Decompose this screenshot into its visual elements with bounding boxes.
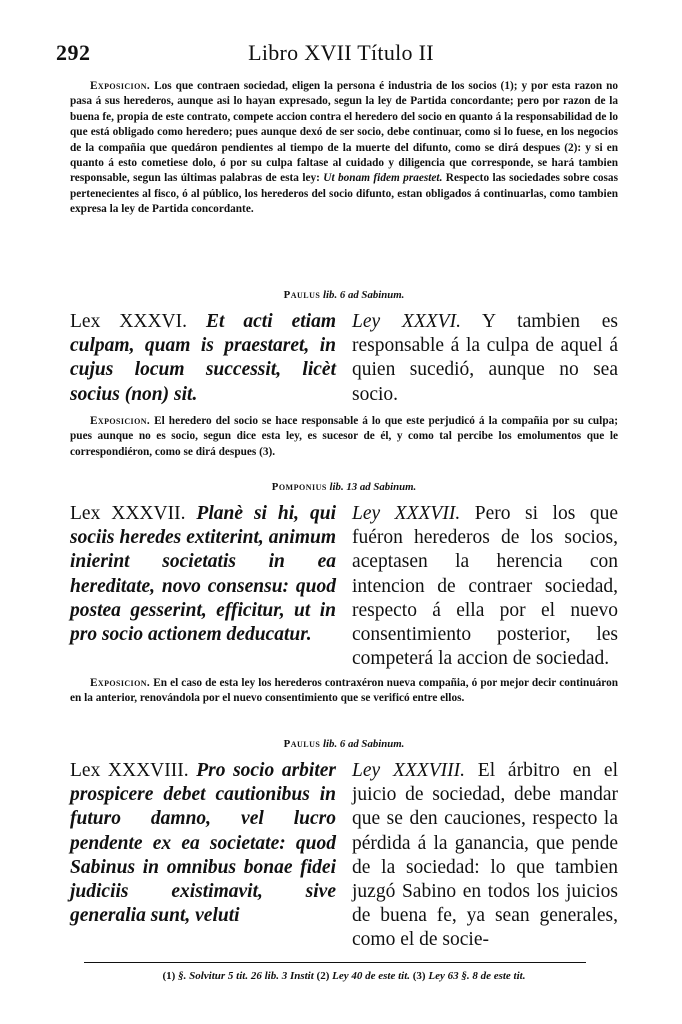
spanish-text: El árbitro en el juicio de sociedad, debe mandar que se den cauciones, respecto la pérdida á la ganancia, que pende de la sociedad: lo que tambien juzgó Sabino en todos los juicios de buena fe, ya sean generales, como el de socie- xyxy=(352,760,618,951)
exposicion-text: Los que contraen sociedad, eligen la persona é industria de los socios (1); y por esta razon no pasa á sus herederos, aunque asi lo hayan expresado, segun la ley de Partida concordante; pero por razon de la buena fe, propia de este contrato, compete accion contra el heredero del socio en quanto á la responsabilidad de lo que está obligado como heredero; pues aunque dexó de ser socio, debe continuar, como si lo fuese, en los negocios de la compañia que quedáron pendientes al tiempo de la muerte del difunto, como se dirá despues (2): y si en quanto á esto cometiese dolo, ó por su culpa faltase al cuidado y diligencia que corresponde, se hará tambien responsable, segun las últimas palabras de esta ley: xyxy=(70,80,618,185)
latin-text: Et acti etiam culpam, quam is praestaret, in cujus locum successit, licèt socius (non) sit. xyxy=(70,311,337,405)
lex-label: Lex XXXVIII. xyxy=(70,760,189,781)
footnote-marker: (1) xyxy=(162,970,176,982)
latin-text: Planè si hi, qui sociis heredes extiterint, animum inierint societatis in ea hereditate, novo consensu: quod postea gesserint, efficitur, ut in pro socio actionem deducatur. xyxy=(70,503,336,646)
footnote-text: Ley 63 §. 8 de este tit. xyxy=(428,970,526,982)
source-citation-3 xyxy=(70,738,618,750)
footnote-marker: (3) xyxy=(412,970,426,982)
footnote-text: Ley 40 de este tit. xyxy=(332,970,411,982)
exposicion-text: El heredero del socio se hace responsable á lo que este perjudicó á la compañia por su culpa; pues aunque no es socio, segun dice esta ley, es sucesor de él, y como tal percibe los emolumentos que le correspondiéron, como se dirá despues (3). xyxy=(70,415,619,458)
lex-37-spanish xyxy=(352,502,618,671)
lex-37-latin xyxy=(70,502,336,647)
lex-38-latin xyxy=(70,759,336,928)
footnotes xyxy=(70,970,618,982)
lex-label: Lex XXXVII. xyxy=(70,503,186,524)
spanish-text: Pero si los que fuéron herederos de los socios, aceptasen la herencia con intencion de contraer sociedad, respecto á ella por el nuevo consentimiento posterior, les competerá la accion de sociedad. xyxy=(352,503,618,670)
exposicion-text: Respecto las sociedades sobre cosas pertenecientes al fisco, ó al público, los herederos del socio difunto, estan obligados á continuarlas, como tambien expresa la ley de Partida concordante. xyxy=(70,172,618,216)
lex-38-spanish xyxy=(352,759,618,953)
lex-36-latin xyxy=(70,310,336,407)
exposicion-paragraph-3 xyxy=(70,676,618,707)
exposicion-text: En el caso de esta ley los herederos contraxéron nueva compañia, ó por mejor decir continuáron en la anterior, renovándola por el nuevo consentimiento que se verificó entre ellos. xyxy=(70,677,618,705)
page-header xyxy=(56,40,626,70)
source-ref: lib. 13 ad Sabinum. xyxy=(329,481,417,493)
lex-label: Lex XXXVI. xyxy=(70,311,187,332)
source-ref: lib. 6 ad Sabinum. xyxy=(323,738,405,750)
source-citation-2 xyxy=(70,481,618,493)
ley-label: Ley XXXVI. xyxy=(352,311,461,332)
source-author: Pomponius xyxy=(271,481,327,493)
exposicion-label: Exposicion. xyxy=(90,415,151,427)
ley-label: Ley XXXVII. xyxy=(352,503,461,524)
ley-label: Ley XXXVIII. xyxy=(352,760,465,781)
running-title: Libro XVII Título II xyxy=(248,40,434,65)
source-author: Paulus xyxy=(283,738,321,750)
exposicion-label: Exposicion. xyxy=(90,677,151,689)
page-number: 292 xyxy=(56,40,91,65)
source-citation-1 xyxy=(70,289,618,301)
exposicion-paragraph-1 xyxy=(70,79,618,218)
exposicion-label: Exposicion. xyxy=(90,80,151,92)
footnote-marker: (2) xyxy=(316,970,330,982)
lex-36-spanish xyxy=(352,310,618,407)
latin-text: Pro socio arbiter prospicere debet cautionibus in futuro damno, vel lucro pendente ex ea societate: quod Sabinus in omnibus bonae fidei judiciis existimavit, sive generalia sunt, veluti xyxy=(70,760,336,927)
footnote-text: §. Solvitur 5 tit. 26 lib. 3 Instit xyxy=(178,970,314,982)
source-ref: lib. 6 ad Sabinum. xyxy=(323,289,405,301)
footnote-divider xyxy=(84,962,586,963)
latin-quote: Ut bonam fidem praestet. xyxy=(323,172,443,185)
spanish-text: Y tambien es responsable á la culpa de aquel á quien sucedió, aunque no sea socio. xyxy=(352,311,618,405)
exposicion-paragraph-2 xyxy=(70,414,618,460)
source-author: Paulus xyxy=(283,289,321,301)
